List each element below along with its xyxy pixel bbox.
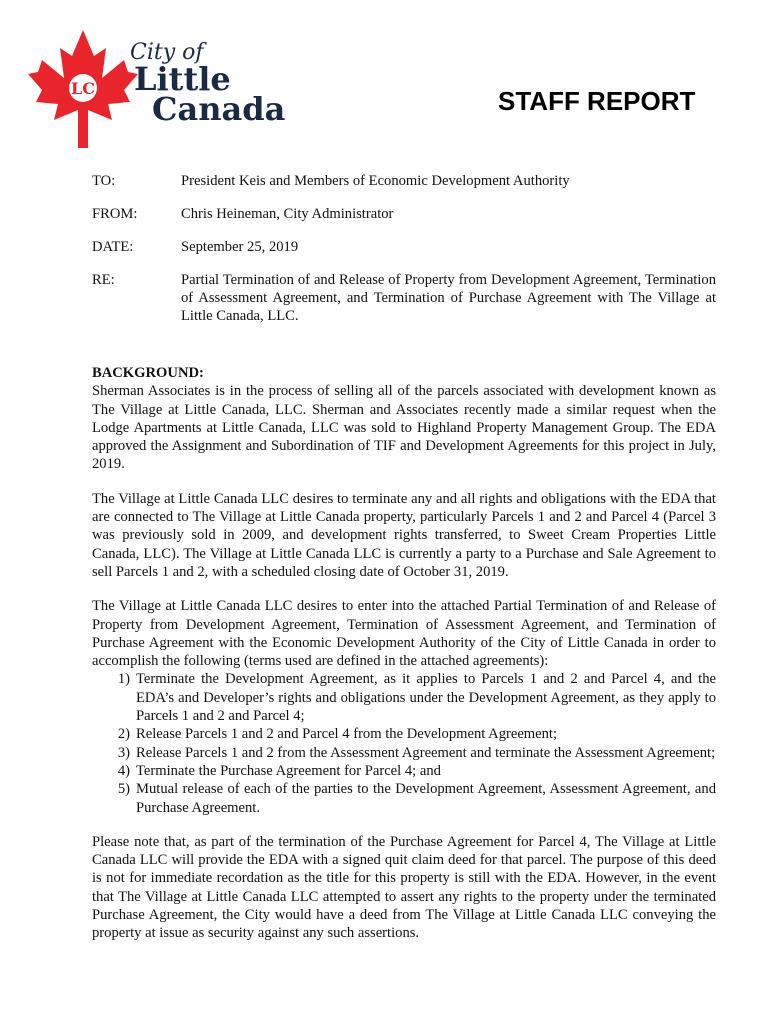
list-text: Release Parcels 1 and 2 from the Assessment Agreement and terminate the Assessment Agreement;: [136, 744, 716, 761]
logo-line-canada: Canada: [152, 90, 286, 128]
paragraph: The Village at Little Canada LLC desires to terminate any and all rights and obligations with the EDA that are connected to The Village at Little Canada property, particularly Parcels 1 and 2 and Parcel 4 (Parcel 3 was previously sold in 2009, and development rights transferred, to Sweet Cream Properties Little Canada, LLC). The Village at Little Canada LLC is currently a party to a Purchase and Sale Agreement to sell Parcels 1 and 2, with a scheduled closing date of October 31, 2019.: [92, 490, 716, 580]
list-item: [92, 762, 716, 780]
closing-paragraph: Please note that, as part of the termination of the Purchase Agreement for Parcel 4, The Village at Little Canada LLC will provide the EDA with a signed quit claim deed for that parcel. The purpose of this deed is not for immediate recordation as the title for this property is still with the EDA. However, in the event that The Village at Little Canada LLC attempted to assert any rights to the property under the terminated Purchase Agreement, the City would have a deed from The Village at Little Canada LLC conveying the property at issue as security against any such assertions.: [92, 833, 716, 942]
memo-header: [92, 172, 716, 340]
list-text: Terminate the Development Agreement, as it applies to Parcels 1 and 2 and Parcel 4, and the EDA’s and Developer’s rights and obligations under the Development Agreement, as they apply to Parcels 1 and 2 and Parcel 4;: [136, 671, 716, 725]
logo-monogram: LC: [71, 79, 95, 98]
numbered-list: [92, 670, 716, 816]
list-number: 4): [117, 762, 130, 779]
memo-value: September 25, 2019: [181, 239, 299, 255]
memo-value: President Keis and Members of Economic Development Authority: [181, 173, 570, 189]
list-text: Mutual release of each of the parties to the Development Agreement, Assessment Agreement, and Purchase Agreement.: [136, 781, 716, 816]
list-text: Release Parcels 1 and 2 and Parcel 4 from the Development Agreement;: [136, 726, 558, 743]
memo-label: TO:: [92, 173, 116, 189]
list-number: 3): [117, 744, 130, 761]
memo-value: Chris Heineman, City Administrator: [181, 206, 394, 222]
list-number: 1): [117, 671, 130, 688]
list-text: Terminate the Purchase Agreement for Parcel 4; and: [136, 762, 441, 779]
memo-row-to: [92, 172, 716, 190]
paragraph: Sherman Associates is in the process of selling all of the parcels associated with development known as The Village at Little Canada, LLC. Sherman and Associates recently made a similar request when the Lodge Apartments at Little Canada, LLC was sold to Highland Property Management Group. The EDA approved the Assignment and Subordination of TIF and Development Agreements for this project in July, 2019.: [92, 383, 716, 473]
logo-line-little: Little: [134, 60, 231, 98]
memo-row-from: [92, 205, 716, 223]
memo-value: Partial Termination of and Release of Property from Development Agreement, Termination of Assessment Agreement, and Termination of Purchase Agreement with The Village at Little Canada, LLC.: [181, 272, 716, 324]
background-section: [92, 364, 716, 959]
list-item: [92, 670, 716, 725]
memo-row-re: [92, 271, 716, 325]
list-number: 2): [117, 726, 130, 743]
report-title: STAFF REPORT: [498, 86, 696, 116]
logo-line-city: City of: [130, 40, 204, 65]
list-item: [92, 725, 716, 743]
list-item: [92, 780, 716, 817]
list-number: 5): [117, 781, 130, 798]
memo-label: RE:: [92, 272, 115, 288]
city-logo: [28, 28, 308, 152]
paragraph: The Village at Little Canada LLC desires to enter into the attached Partial Termination of and Release of Property from Development Agreement, Termination of Assessment Agreement, and Termination of Purchase Agreement with the Economic Development Authority of the City of Little Canada in order to accomplish the following (terms used are defined in the attached agreements):: [92, 598, 716, 670]
memo-label: FROM:: [92, 206, 138, 222]
list-item: [92, 744, 716, 762]
maple-leaf-icon: [28, 28, 138, 152]
memo-label: DATE:: [92, 239, 134, 255]
section-heading: BACKGROUND:: [92, 365, 204, 381]
memo-row-date: [92, 238, 716, 256]
